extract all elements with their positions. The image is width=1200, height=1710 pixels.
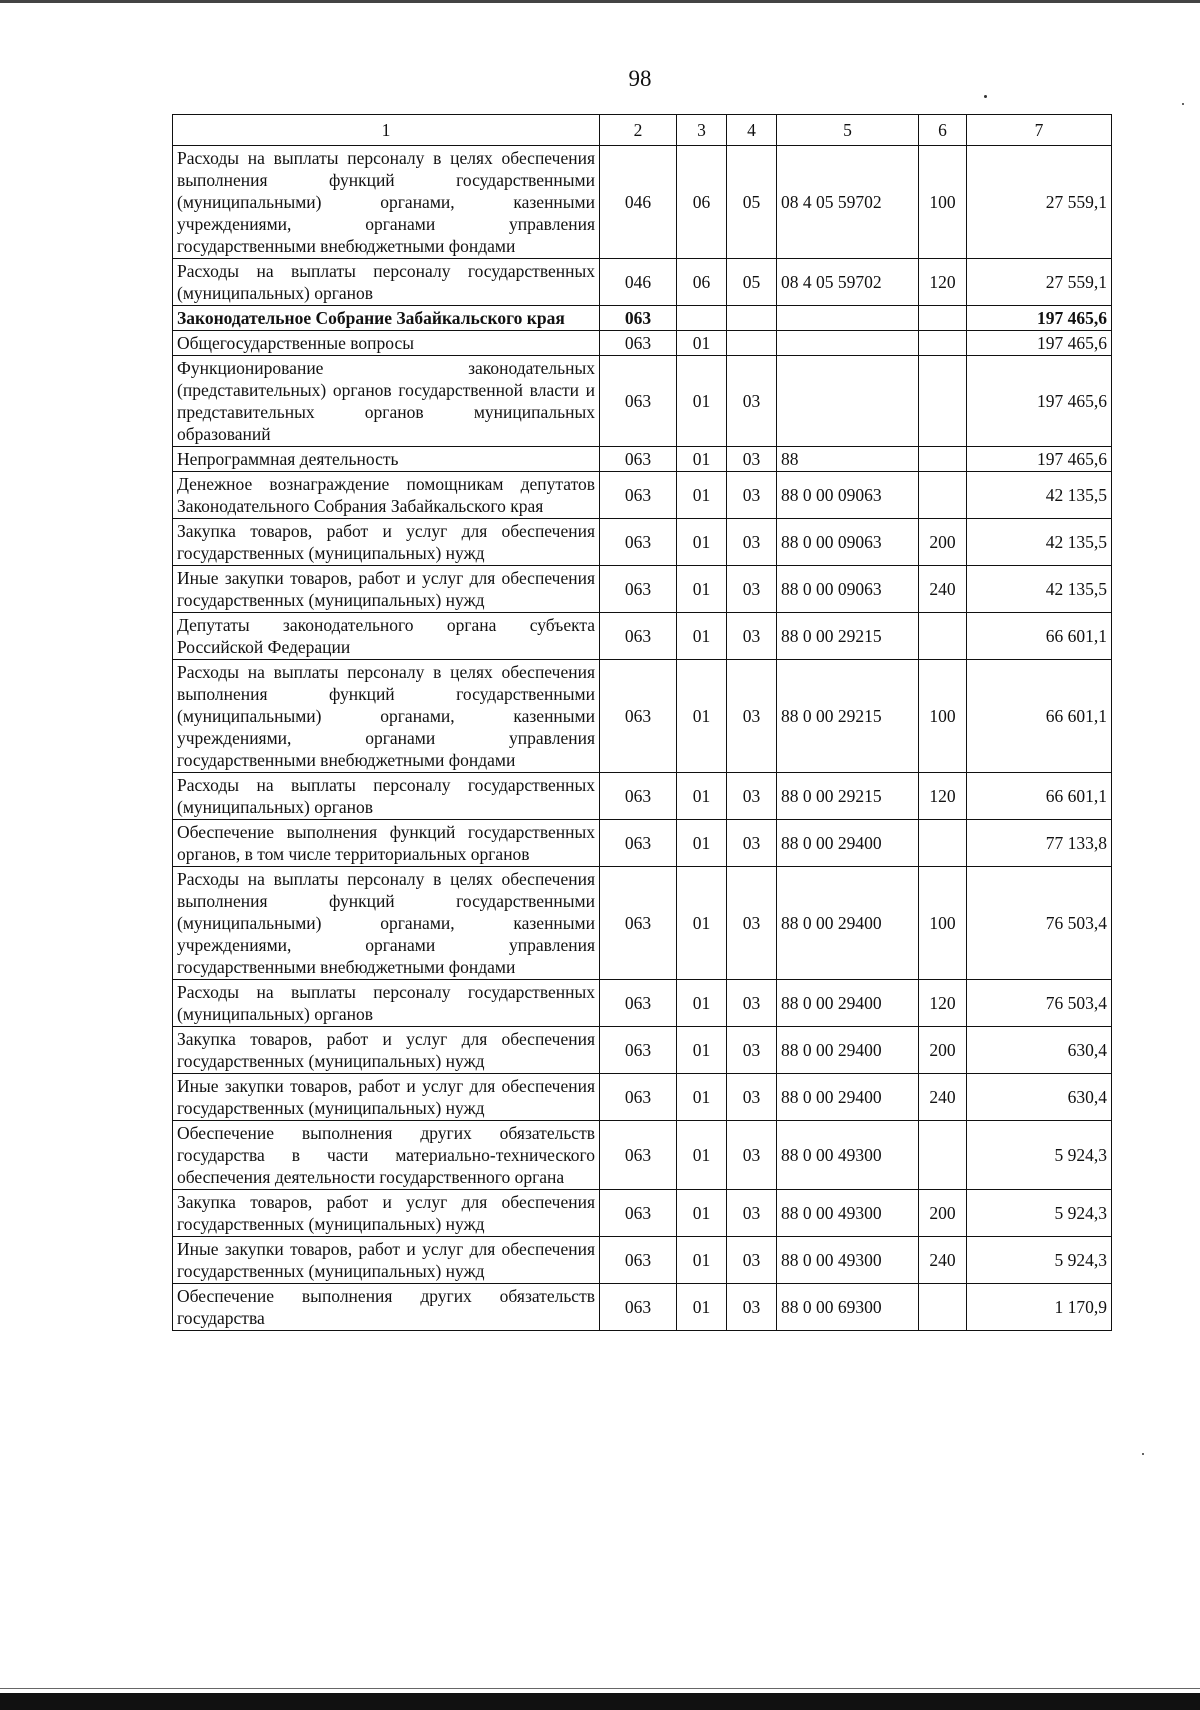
- table-body: [173, 146, 1112, 1331]
- scan-speck: [984, 95, 987, 98]
- table-row: [173, 447, 1112, 472]
- amount-cell: 630,4: [967, 1027, 1112, 1074]
- subsection-cell: 03: [727, 980, 777, 1027]
- code-admin-cell: 063: [600, 519, 677, 566]
- row-name-cell: Иные закупки товаров, работ и услуг для обеспечения государственных (муниципальных) нужд: [173, 1237, 600, 1284]
- subsection-cell: 03: [727, 1074, 777, 1121]
- subsection-cell: 03: [727, 447, 777, 472]
- amount-cell: 5 924,3: [967, 1237, 1112, 1284]
- expense-type-cell: [919, 447, 967, 472]
- expense-type-cell: [919, 1121, 967, 1190]
- target-article-cell: 88 0 00 49300: [777, 1237, 919, 1284]
- subsection-cell: 03: [727, 1121, 777, 1190]
- section-cell: 01: [677, 331, 727, 356]
- table-row: [173, 820, 1112, 867]
- table-row: [173, 980, 1112, 1027]
- table-row: [173, 867, 1112, 980]
- row-name-cell: Функционирование законодательных (представительных) органов государственной власти и представительных органов муниципальных образований: [173, 356, 600, 447]
- target-article-cell: [777, 356, 919, 447]
- code-admin-cell: 063: [600, 1284, 677, 1331]
- row-name-cell: Денежное вознаграждение помощникам депутатов Законодательного Собрания Забайкальского края: [173, 472, 600, 519]
- section-cell: 01: [677, 867, 727, 980]
- scan-speck: [1182, 103, 1184, 105]
- amount-cell: 197 465,6: [967, 306, 1112, 331]
- expense-type-cell: 100: [919, 867, 967, 980]
- row-name-cell: Расходы на выплаты персоналу государственных (муниципальных) органов: [173, 980, 600, 1027]
- expense-type-cell: 100: [919, 146, 967, 259]
- section-cell: 01: [677, 820, 727, 867]
- section-cell: 01: [677, 1027, 727, 1074]
- expense-type-cell: [919, 472, 967, 519]
- subsection-cell: 03: [727, 1237, 777, 1284]
- code-admin-cell: 046: [600, 146, 677, 259]
- target-article-cell: 88 0 00 29400: [777, 980, 919, 1027]
- code-admin-cell: 063: [600, 660, 677, 773]
- target-article-cell: 88: [777, 447, 919, 472]
- expense-type-cell: 120: [919, 773, 967, 820]
- table-row: [173, 259, 1112, 306]
- row-name-cell: Иные закупки товаров, работ и услуг для обеспечения государственных (муниципальных) нужд: [173, 1074, 600, 1121]
- row-name-cell: Иные закупки товаров, работ и услуг для обеспечения государственных (муниципальных) нужд: [173, 566, 600, 613]
- table-row: [173, 472, 1112, 519]
- target-article-cell: 88 0 00 09063: [777, 472, 919, 519]
- target-article-cell: 88 0 00 09063: [777, 566, 919, 613]
- expense-type-cell: 240: [919, 566, 967, 613]
- amount-cell: 197 465,6: [967, 356, 1112, 447]
- target-article-cell: 88 0 00 29400: [777, 1074, 919, 1121]
- target-article-cell: 88 0 00 29400: [777, 867, 919, 980]
- row-name-cell: Обеспечение выполнения функций государственных органов, в том числе территориальных органов: [173, 820, 600, 867]
- target-article-cell: 08 4 05 59702: [777, 146, 919, 259]
- code-admin-cell: 063: [600, 613, 677, 660]
- column-header: 2: [600, 115, 677, 146]
- amount-cell: 5 924,3: [967, 1121, 1112, 1190]
- code-admin-cell: 063: [600, 447, 677, 472]
- expense-type-cell: [919, 331, 967, 356]
- code-admin-cell: 063: [600, 773, 677, 820]
- target-article-cell: [777, 331, 919, 356]
- amount-cell: 197 465,6: [967, 447, 1112, 472]
- amount-cell: 42 135,5: [967, 566, 1112, 613]
- section-cell: [677, 306, 727, 331]
- row-name-cell: Расходы на выплаты персоналу государственных (муниципальных) органов: [173, 259, 600, 306]
- code-admin-cell: 063: [600, 820, 677, 867]
- target-article-cell: 88 0 00 29215: [777, 613, 919, 660]
- code-admin-cell: 063: [600, 1190, 677, 1237]
- section-cell: 01: [677, 1121, 727, 1190]
- target-article-cell: 88 0 00 09063: [777, 519, 919, 566]
- table-header-row: [173, 115, 1112, 146]
- target-article-cell: 88 0 00 69300: [777, 1284, 919, 1331]
- section-cell: 01: [677, 773, 727, 820]
- expense-type-cell: 240: [919, 1237, 967, 1284]
- column-header: 5: [777, 115, 919, 146]
- expense-type-cell: 200: [919, 519, 967, 566]
- table-row: [173, 566, 1112, 613]
- subsection-cell: 03: [727, 820, 777, 867]
- expense-type-cell: 200: [919, 1027, 967, 1074]
- expense-type-cell: [919, 1284, 967, 1331]
- expense-type-cell: 100: [919, 660, 967, 773]
- table-row: [173, 773, 1112, 820]
- row-name-cell: Обеспечение выполнения других обязательств государства: [173, 1284, 600, 1331]
- row-name-cell: Закупка товаров, работ и услуг для обеспечения государственных (муниципальных) нужд: [173, 1190, 600, 1237]
- subsection-cell: 03: [727, 660, 777, 773]
- expense-type-cell: [919, 820, 967, 867]
- row-name-cell: Закупка товаров, работ и услуг для обеспечения государственных (муниципальных) нужд: [173, 519, 600, 566]
- row-name-cell: Расходы на выплаты персоналу государственных (муниципальных) органов: [173, 773, 600, 820]
- subsection-cell: 05: [727, 259, 777, 306]
- table-row: [173, 1074, 1112, 1121]
- row-name-cell: Расходы на выплаты персоналу в целях обеспечения выполнения функций государственными (муниципальными) органами, казенными учреждениями, органами управления государственными внебюджетными фондами: [173, 146, 600, 259]
- subsection-cell: 03: [727, 1027, 777, 1074]
- table-row: [173, 146, 1112, 259]
- subsection-cell: [727, 331, 777, 356]
- expense-type-cell: 200: [919, 1190, 967, 1237]
- section-cell: 01: [677, 1074, 727, 1121]
- section-cell: 06: [677, 146, 727, 259]
- code-admin-cell: 063: [600, 566, 677, 613]
- section-cell: 01: [677, 1190, 727, 1237]
- table-row: [173, 613, 1112, 660]
- table-row: [173, 1121, 1112, 1190]
- target-article-cell: 88 0 00 49300: [777, 1121, 919, 1190]
- row-name-cell: Расходы на выплаты персоналу в целях обеспечения выполнения функций государственными (муниципальными) органами, казенными учреждениями, органами управления государственными внебюджетными фондами: [173, 867, 600, 980]
- code-admin-cell: 046: [600, 259, 677, 306]
- table-row: [173, 1190, 1112, 1237]
- row-name-cell: Депутаты законодательного органа субъекта Российской Федерации: [173, 613, 600, 660]
- expense-type-cell: 240: [919, 1074, 967, 1121]
- expense-type-cell: 120: [919, 980, 967, 1027]
- expense-type-cell: [919, 306, 967, 331]
- subsection-cell: 03: [727, 356, 777, 447]
- table-row: [173, 1284, 1112, 1331]
- column-header: 1: [173, 115, 600, 146]
- row-name-cell: Расходы на выплаты персоналу в целях обеспечения выполнения функций государственными (муниципальными) органами, казенными учреждениями, органами управления государственными внебюджетными фондами: [173, 660, 600, 773]
- amount-cell: 630,4: [967, 1074, 1112, 1121]
- section-cell: 01: [677, 980, 727, 1027]
- code-admin-cell: 063: [600, 1027, 677, 1074]
- target-article-cell: [777, 306, 919, 331]
- code-admin-cell: 063: [600, 867, 677, 980]
- code-admin-cell: 063: [600, 356, 677, 447]
- subsection-cell: 03: [727, 566, 777, 613]
- expense-type-cell: [919, 356, 967, 447]
- column-header: 7: [967, 115, 1112, 146]
- row-name-cell: Общегосударственные вопросы: [173, 331, 600, 356]
- row-name-cell: Закупка товаров, работ и услуг для обеспечения государственных (муниципальных) нужд: [173, 1027, 600, 1074]
- column-header: 4: [727, 115, 777, 146]
- expense-type-cell: [919, 613, 967, 660]
- target-article-cell: 88 0 00 29215: [777, 773, 919, 820]
- section-cell: 01: [677, 566, 727, 613]
- amount-cell: 42 135,5: [967, 519, 1112, 566]
- amount-cell: 66 601,1: [967, 773, 1112, 820]
- table-row: [173, 519, 1112, 566]
- subsection-cell: 03: [727, 613, 777, 660]
- code-admin-cell: 063: [600, 331, 677, 356]
- code-admin-cell: 063: [600, 980, 677, 1027]
- subsection-cell: 03: [727, 773, 777, 820]
- section-cell: 01: [677, 472, 727, 519]
- expense-type-cell: 120: [919, 259, 967, 306]
- row-name-cell: Непрограммная деятельность: [173, 447, 600, 472]
- section-cell: 01: [677, 1284, 727, 1331]
- table-row: [173, 660, 1112, 773]
- section-cell: 01: [677, 447, 727, 472]
- amount-cell: 76 503,4: [967, 980, 1112, 1027]
- code-admin-cell: 063: [600, 472, 677, 519]
- target-article-cell: 88 0 00 29400: [777, 820, 919, 867]
- code-admin-cell: 063: [600, 1121, 677, 1190]
- amount-cell: 197 465,6: [967, 331, 1112, 356]
- row-name-cell: Обеспечение выполнения других обязательств государства в части материально-технического обеспечения деятельности государственного органа: [173, 1121, 600, 1190]
- budget-table: [172, 114, 1112, 1331]
- target-article-cell: 08 4 05 59702: [777, 259, 919, 306]
- section-cell: 01: [677, 613, 727, 660]
- amount-cell: 5 924,3: [967, 1190, 1112, 1237]
- amount-cell: 27 559,1: [967, 259, 1112, 306]
- table-row: [173, 1027, 1112, 1074]
- table-row: [173, 331, 1112, 356]
- table-row: [173, 306, 1112, 331]
- subsection-cell: 03: [727, 519, 777, 566]
- section-cell: 01: [677, 356, 727, 447]
- subsection-cell: 03: [727, 472, 777, 519]
- column-header: 3: [677, 115, 727, 146]
- amount-cell: 27 559,1: [967, 146, 1112, 259]
- column-header: 6: [919, 115, 967, 146]
- amount-cell: 76 503,4: [967, 867, 1112, 980]
- table-row: [173, 1237, 1112, 1284]
- amount-cell: 42 135,5: [967, 472, 1112, 519]
- bottom-edge-bar: [0, 1693, 1200, 1710]
- section-cell: 01: [677, 519, 727, 566]
- amount-cell: 66 601,1: [967, 613, 1112, 660]
- amount-cell: 77 133,8: [967, 820, 1112, 867]
- top-edge-line: [0, 0, 1200, 3]
- code-admin-cell: 063: [600, 306, 677, 331]
- bottom-edge-rule: [0, 1688, 1200, 1689]
- scan-speck: [1142, 1453, 1144, 1455]
- subsection-cell: 03: [727, 1284, 777, 1331]
- amount-cell: 1 170,9: [967, 1284, 1112, 1331]
- target-article-cell: 88 0 00 49300: [777, 1190, 919, 1237]
- section-cell: 01: [677, 1237, 727, 1284]
- subsection-cell: 03: [727, 867, 777, 980]
- subsection-cell: [727, 306, 777, 331]
- target-article-cell: 88 0 00 29215: [777, 660, 919, 773]
- table-row: [173, 356, 1112, 447]
- subsection-cell: 05: [727, 146, 777, 259]
- row-name-cell: Законодательное Собрание Забайкальского края: [173, 306, 600, 331]
- target-article-cell: 88 0 00 29400: [777, 1027, 919, 1074]
- amount-cell: 66 601,1: [967, 660, 1112, 773]
- subsection-cell: 03: [727, 1190, 777, 1237]
- code-admin-cell: 063: [600, 1237, 677, 1284]
- section-cell: 01: [677, 660, 727, 773]
- code-admin-cell: 063: [600, 1074, 677, 1121]
- page-number: 98: [628, 66, 652, 91]
- section-cell: 06: [677, 259, 727, 306]
